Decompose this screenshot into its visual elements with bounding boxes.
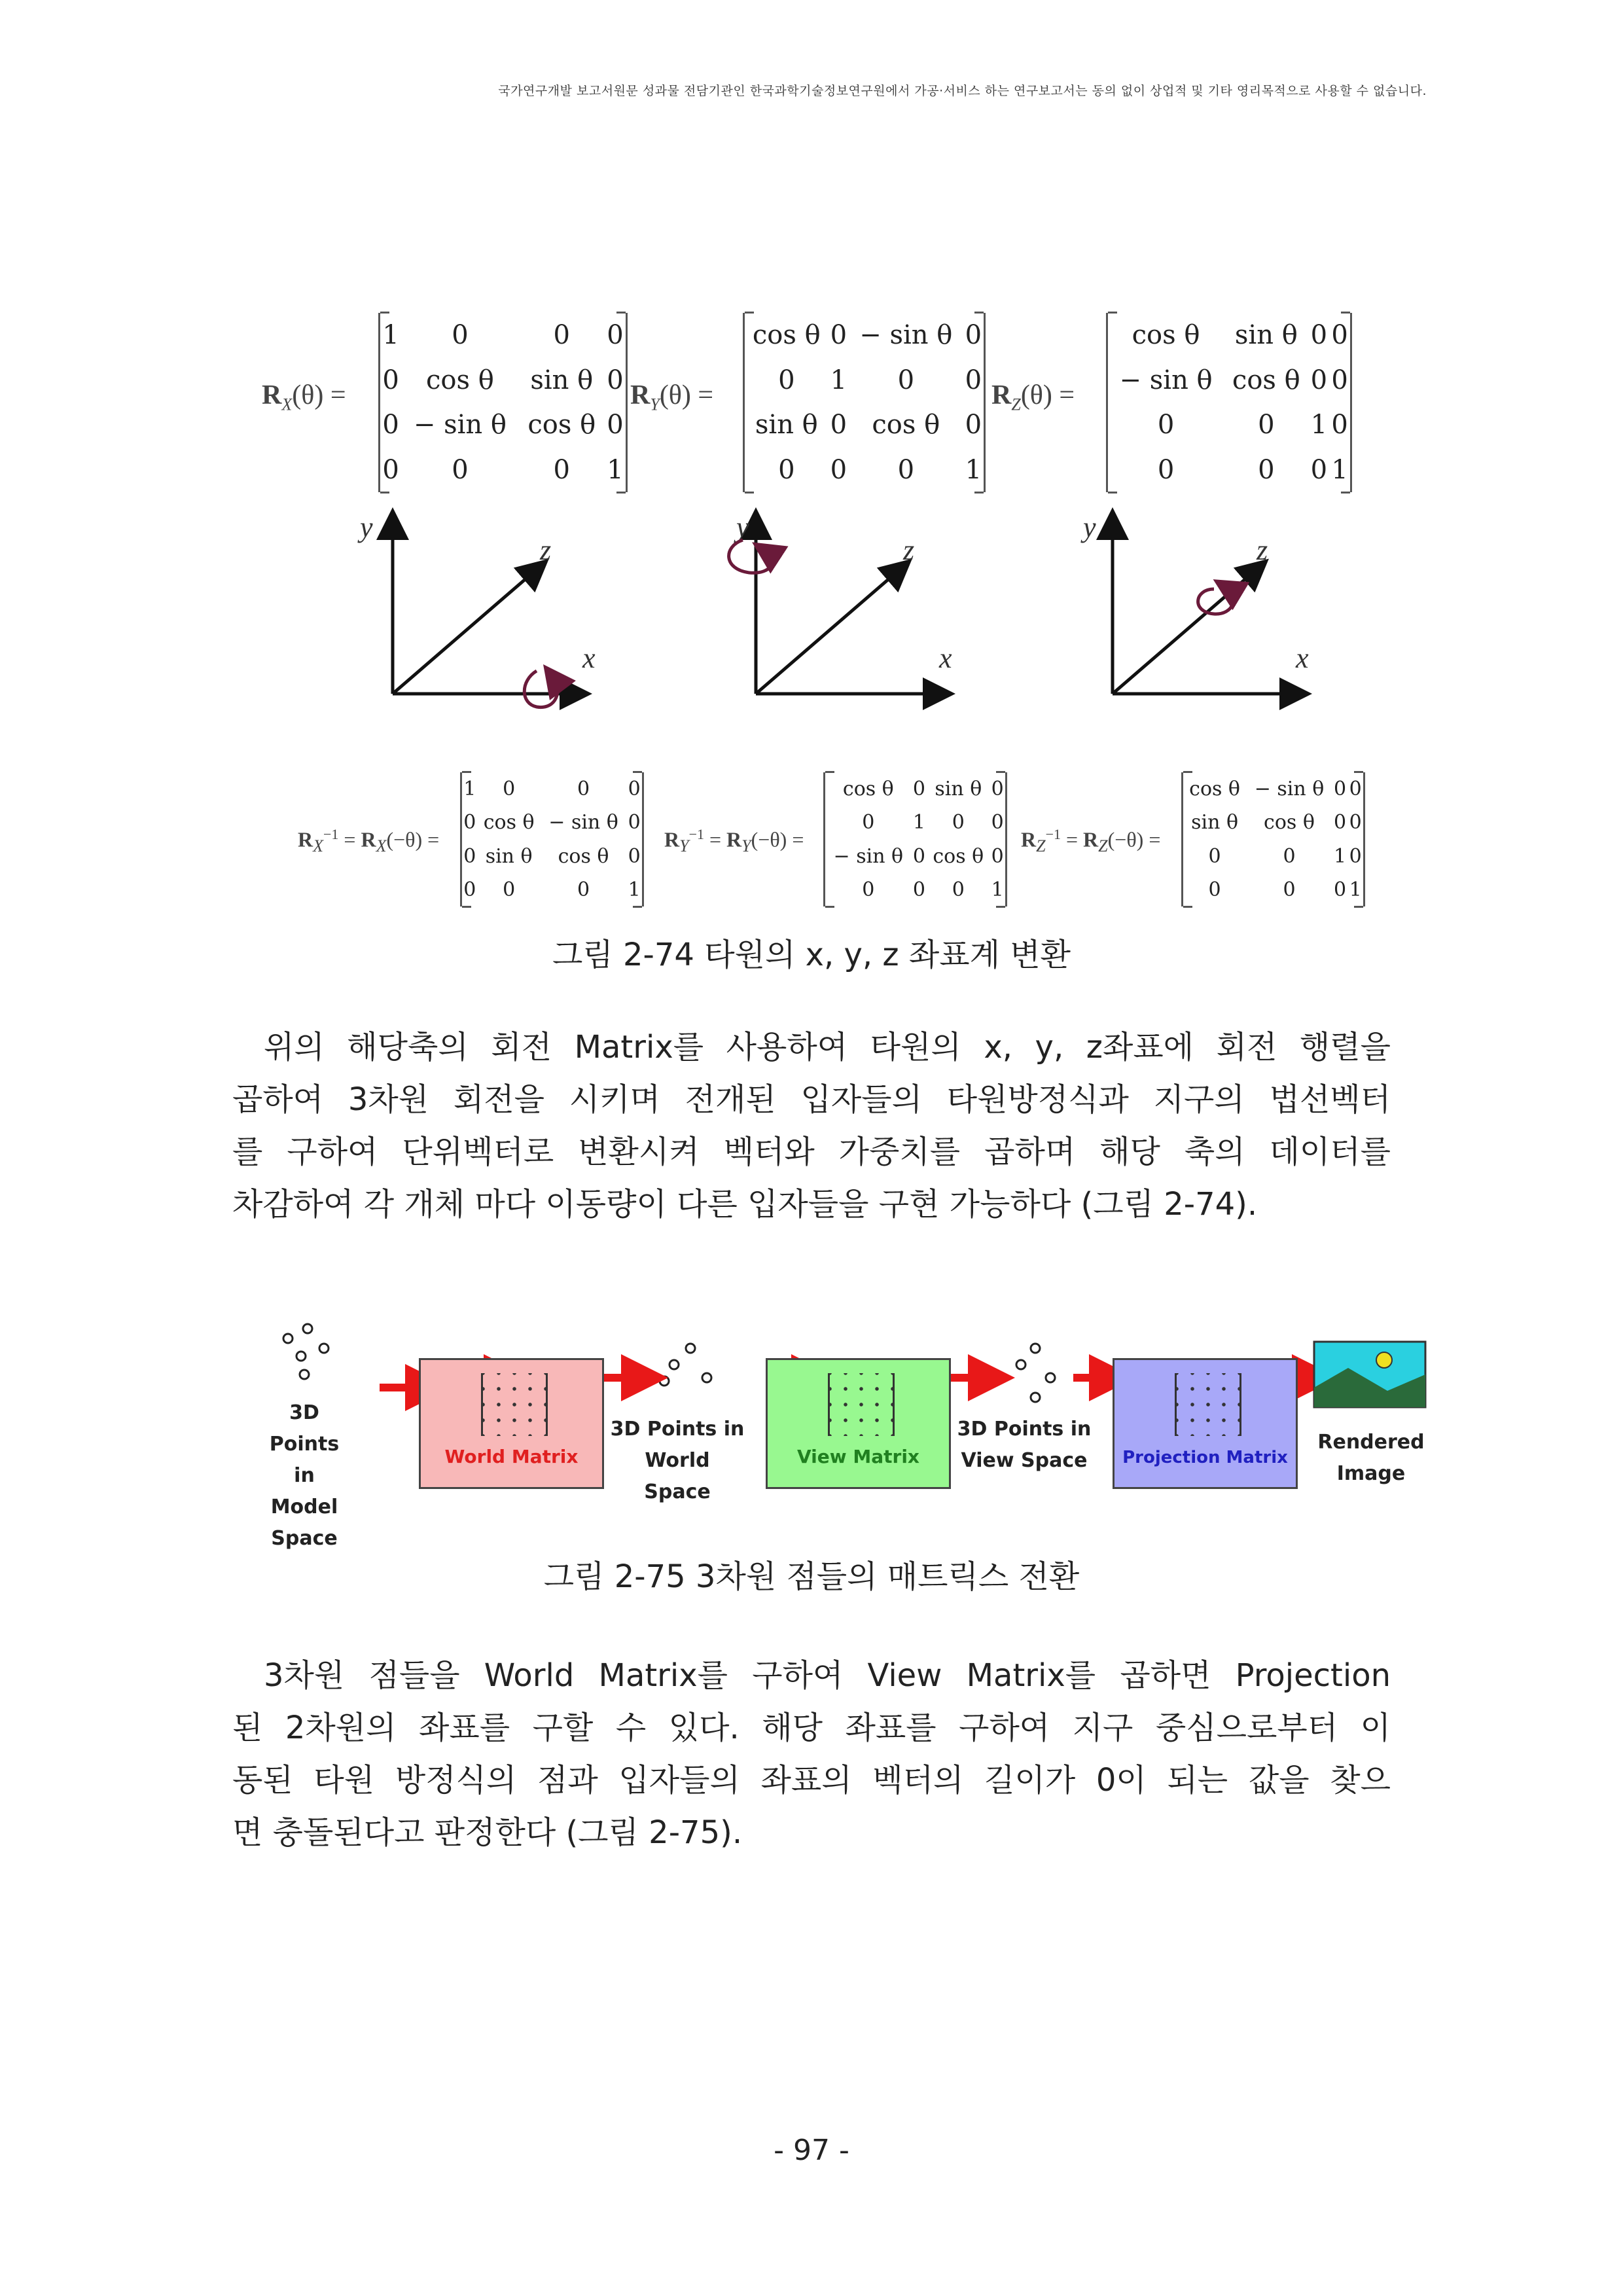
matrix-cell: 0 [1331,410,1348,440]
figure-2-74-caption: 그림 2-74 타원의 x, y, z 좌표계 변환 [552,937,1071,973]
matrix-icon [1175,1373,1241,1436]
view-points-icon [1016,1344,1055,1402]
rendered-image-label: Rendered Image [1317,1431,1425,1485]
axis-x-label: x [939,642,952,674]
matrix-cell: 1 [463,778,476,801]
matrix-cell: sin θ [1191,811,1239,834]
matrix-cell: cos θ [1132,320,1200,351]
matrix-cell: 0 [1310,454,1328,485]
matrix-ry [743,313,986,492]
matrix-cell: 1 [382,320,399,351]
matrix-rz [1106,313,1352,492]
page-number: - 97 - [774,2134,849,2167]
paragraph-line: 차감하여 각 개체 마다 이동량이 다른 입자들을 구현 가능하다 (그림 2-74). [232,1186,1258,1223]
matrix-cell: 1 [830,365,847,395]
matrix-cell: 0 [1334,811,1347,834]
matrix-cell: 0 [965,410,982,440]
axis-y-label: y [1083,511,1096,543]
matrix-cell: 0 [1310,320,1328,351]
matrix-cell: 0 [991,778,1004,801]
matrix-cell: cos θ [1189,778,1240,801]
matrix-cell: 0 [778,365,795,395]
matrix-cell: 0 [553,320,570,351]
matrix-cell: 0 [607,410,624,440]
matrix-cell: 0 [830,454,847,485]
matrix-cell: 1 [991,878,1004,901]
matrix-cell: − sin θ [413,410,507,440]
matrix-cell: 0 [1349,778,1362,801]
matrix-cell: 0 [1258,454,1275,485]
matrix-cell: 0 [1157,454,1175,485]
paragraph-line: 동된 타원 방정식의 점과 입자들의 좌표의 벡터의 길이가 0이 되는 값을 찾으 [232,1762,1391,1799]
matrix-cell: 0 [1334,878,1347,901]
rotation-arrow-icon [729,540,773,573]
matrix-cell: sin θ [530,365,594,395]
matrix-icon [828,1373,895,1436]
axes-x-rotation [357,511,596,708]
rx-label: $R_X(\theta)$ = [262,380,346,414]
matrix-cell: 0 [1331,365,1348,395]
ry-inv-label: $R_Y^{-1} = R_Y(-\theta)$ = [664,826,804,856]
matrix-cell: cos θ [1232,365,1300,395]
matrix-cell: cos θ [426,365,494,395]
matrix-cell: 0 [991,844,1004,868]
copyright-notice: 국가연구개발 보고서원문 성과물 전담기관인 한국과학기술정보연구원에서 가공·서비스 하는 연구보고서는 동의 없이 상업적 및 기타 영리목적으로 사용할 수 없습니다. [498,84,1427,98]
paragraph-line: 3차원 점들을 World Matrix를 구하여 View Matrix를 곱하면 Projection [264,1657,1391,1694]
matrix-ry-inverse [823,772,1007,906]
matrix-cell: 1 [628,878,641,901]
matrix-cell: cos θ [483,811,535,834]
matrix-cell: 0 [1331,320,1348,351]
matrix-cell: 0 [463,878,476,901]
matrix-cell: − sin θ [833,844,904,868]
world-space-label: 3D Points in World Space [610,1418,745,1503]
axis-x-label: x [1296,642,1309,674]
matrix-cell: 0 [628,811,641,834]
matrix-cell: 0 [452,320,469,351]
matrix-cell: − sin θ [1254,778,1325,801]
matrix-cell: − sin θ [859,320,953,351]
matrix-cell: cos θ [842,778,894,801]
matrix-cell: cos θ [933,844,984,868]
matrix-cell: 1 [607,454,624,485]
matrix-cell: 0 [912,878,925,901]
matrix-cell: sin θ [1234,320,1298,351]
matrix-cell: 0 [952,811,965,834]
matrix-cell: 0 [830,320,847,351]
matrix-cell: 1 [1349,878,1362,901]
paragraph-1 [232,1021,1391,1230]
axis-y-label: y [360,511,373,543]
rx-inv-label: $R_X^{-1} = R_X(-\theta)$ = [298,826,440,856]
matrix-cell: 0 [965,365,982,395]
matrix-cell: 0 [577,778,590,801]
matrix-cell: cos θ [752,320,821,351]
axis-z-label: z [903,534,915,566]
matrix-cell: cos θ [558,844,609,868]
matrix-cell: cos θ [872,410,940,440]
world-matrix-box: World Matrix [419,1358,604,1489]
matrix-cell: 0 [577,878,590,901]
matrix-cell: 0 [897,454,915,485]
matrix-cell: 0 [1157,410,1175,440]
matrix-rx-inverse [460,772,644,906]
matrix-cell: 0 [862,811,875,834]
transform-pipeline-diagram [262,1309,1440,1550]
paragraph-line: 곱하여 3차원 회전을 시키며 전개된 입자들의 타원방정식과 지구의 법선벡터 [232,1081,1391,1118]
matrix-cell: 0 [382,365,399,395]
matrix-cell: 1 [965,454,982,485]
matrix-cell: 0 [912,844,925,868]
matrix-cell: 0 [897,365,915,395]
axis-x-label: x [582,642,596,674]
matrix-cell: 0 [553,454,570,485]
axis-y-label: y [736,511,749,543]
rz-inv-label: $R_Z^{-1} = R_Z(-\theta)$ = [1021,826,1161,856]
matrix-cell: 0 [382,410,399,440]
axis-z-label: z [1257,534,1268,566]
matrix-cell: 1 [1331,454,1348,485]
matrix-cell: 0 [503,878,516,901]
figure-2-75-caption: 그림 2-75 3차원 점들의 매트릭스 전환 [543,1558,1080,1595]
view-space-label: 3D Points in View Space [957,1418,1092,1472]
matrix-cell: 1 [1334,844,1347,868]
matrix-cell: 0 [1208,878,1221,901]
matrix-cell: sin θ [755,410,818,440]
matrix-icon [481,1373,548,1436]
matrix-cell: 0 [607,365,624,395]
paragraph-line: 위의 해당축의 회전 Matrix를 사용하여 타원의 x, y, z좌표에 회전 행렬을 [264,1029,1391,1066]
matrix-cell: cos θ [1264,811,1315,834]
projection-matrix-box: Projection Matrix [1113,1358,1298,1489]
rz-label: $R_Z(\theta)$ = [991,380,1075,414]
matrix-cell: 0 [628,844,641,868]
matrix-cell: 1 [1310,410,1328,440]
matrix-cell: 0 [830,410,847,440]
paragraph-line: 된 2차원의 좌표를 구할 수 있다. 해당 좌표를 구하여 지구 중심으로부터 이 [232,1710,1391,1746]
paragraph-line: 면 충돌된다고 판정한다 (그림 2-75). [232,1814,743,1851]
matrix-cell: 0 [912,778,925,801]
model-points-icon [283,1324,329,1379]
matrix-cell: 0 [965,320,982,351]
matrix-cell: − sin θ [548,811,618,834]
ry-label: $R_Y(\theta)$ = [630,380,714,414]
matrix-cell: 0 [607,320,624,351]
matrix-cell: cos θ [527,410,596,440]
matrix-cell: 0 [1283,878,1296,901]
world-points-icon [660,1344,711,1386]
axes-diagrams [340,504,1361,713]
matrix-cell: 0 [1283,844,1296,868]
matrix-cell: 0 [628,778,641,801]
rendered-image-icon [1314,1342,1425,1407]
matrix-cell: 0 [1334,778,1347,801]
matrix-cell: 0 [1349,811,1362,834]
matrix-cell: sin θ [485,844,533,868]
matrix-cell: 0 [1258,410,1275,440]
matrix-cell: 1 [912,811,925,834]
matrix-cell: − sin θ [1119,365,1213,395]
matrix-cell: 0 [1349,844,1362,868]
matrix-cell: 0 [862,878,875,901]
axes-y-rotation [729,511,952,694]
matrix-cell: 0 [463,844,476,868]
matrix-rx [378,313,628,492]
matrix-cell: 0 [1208,844,1221,868]
view-matrix-box: View Matrix [766,1358,951,1489]
matrix-cell: 0 [503,778,516,801]
matrix-cell: 0 [991,811,1004,834]
matrix-cell: 0 [382,454,399,485]
paragraph-2 [232,1649,1391,1859]
axis-z-label: z [540,534,552,566]
paragraph-line: 를 구하여 단위벡터로 변환시켜 벡터와 가중치를 곱하며 해당 축의 데이터를 [232,1134,1391,1170]
matrix-cell: 0 [452,454,469,485]
matrix-rz-inverse [1181,772,1365,906]
rotation-arrow-icon [524,671,558,708]
matrix-cell: sin θ [935,778,982,801]
matrix-cell: 0 [952,878,965,901]
model-space-label: 3D Points in Model Space [269,1401,340,1550]
axes-z-rotation [1080,511,1309,694]
matrix-cell: 0 [1310,365,1328,395]
matrix-cell: 0 [778,454,795,485]
matrix-cell: 0 [463,811,476,834]
